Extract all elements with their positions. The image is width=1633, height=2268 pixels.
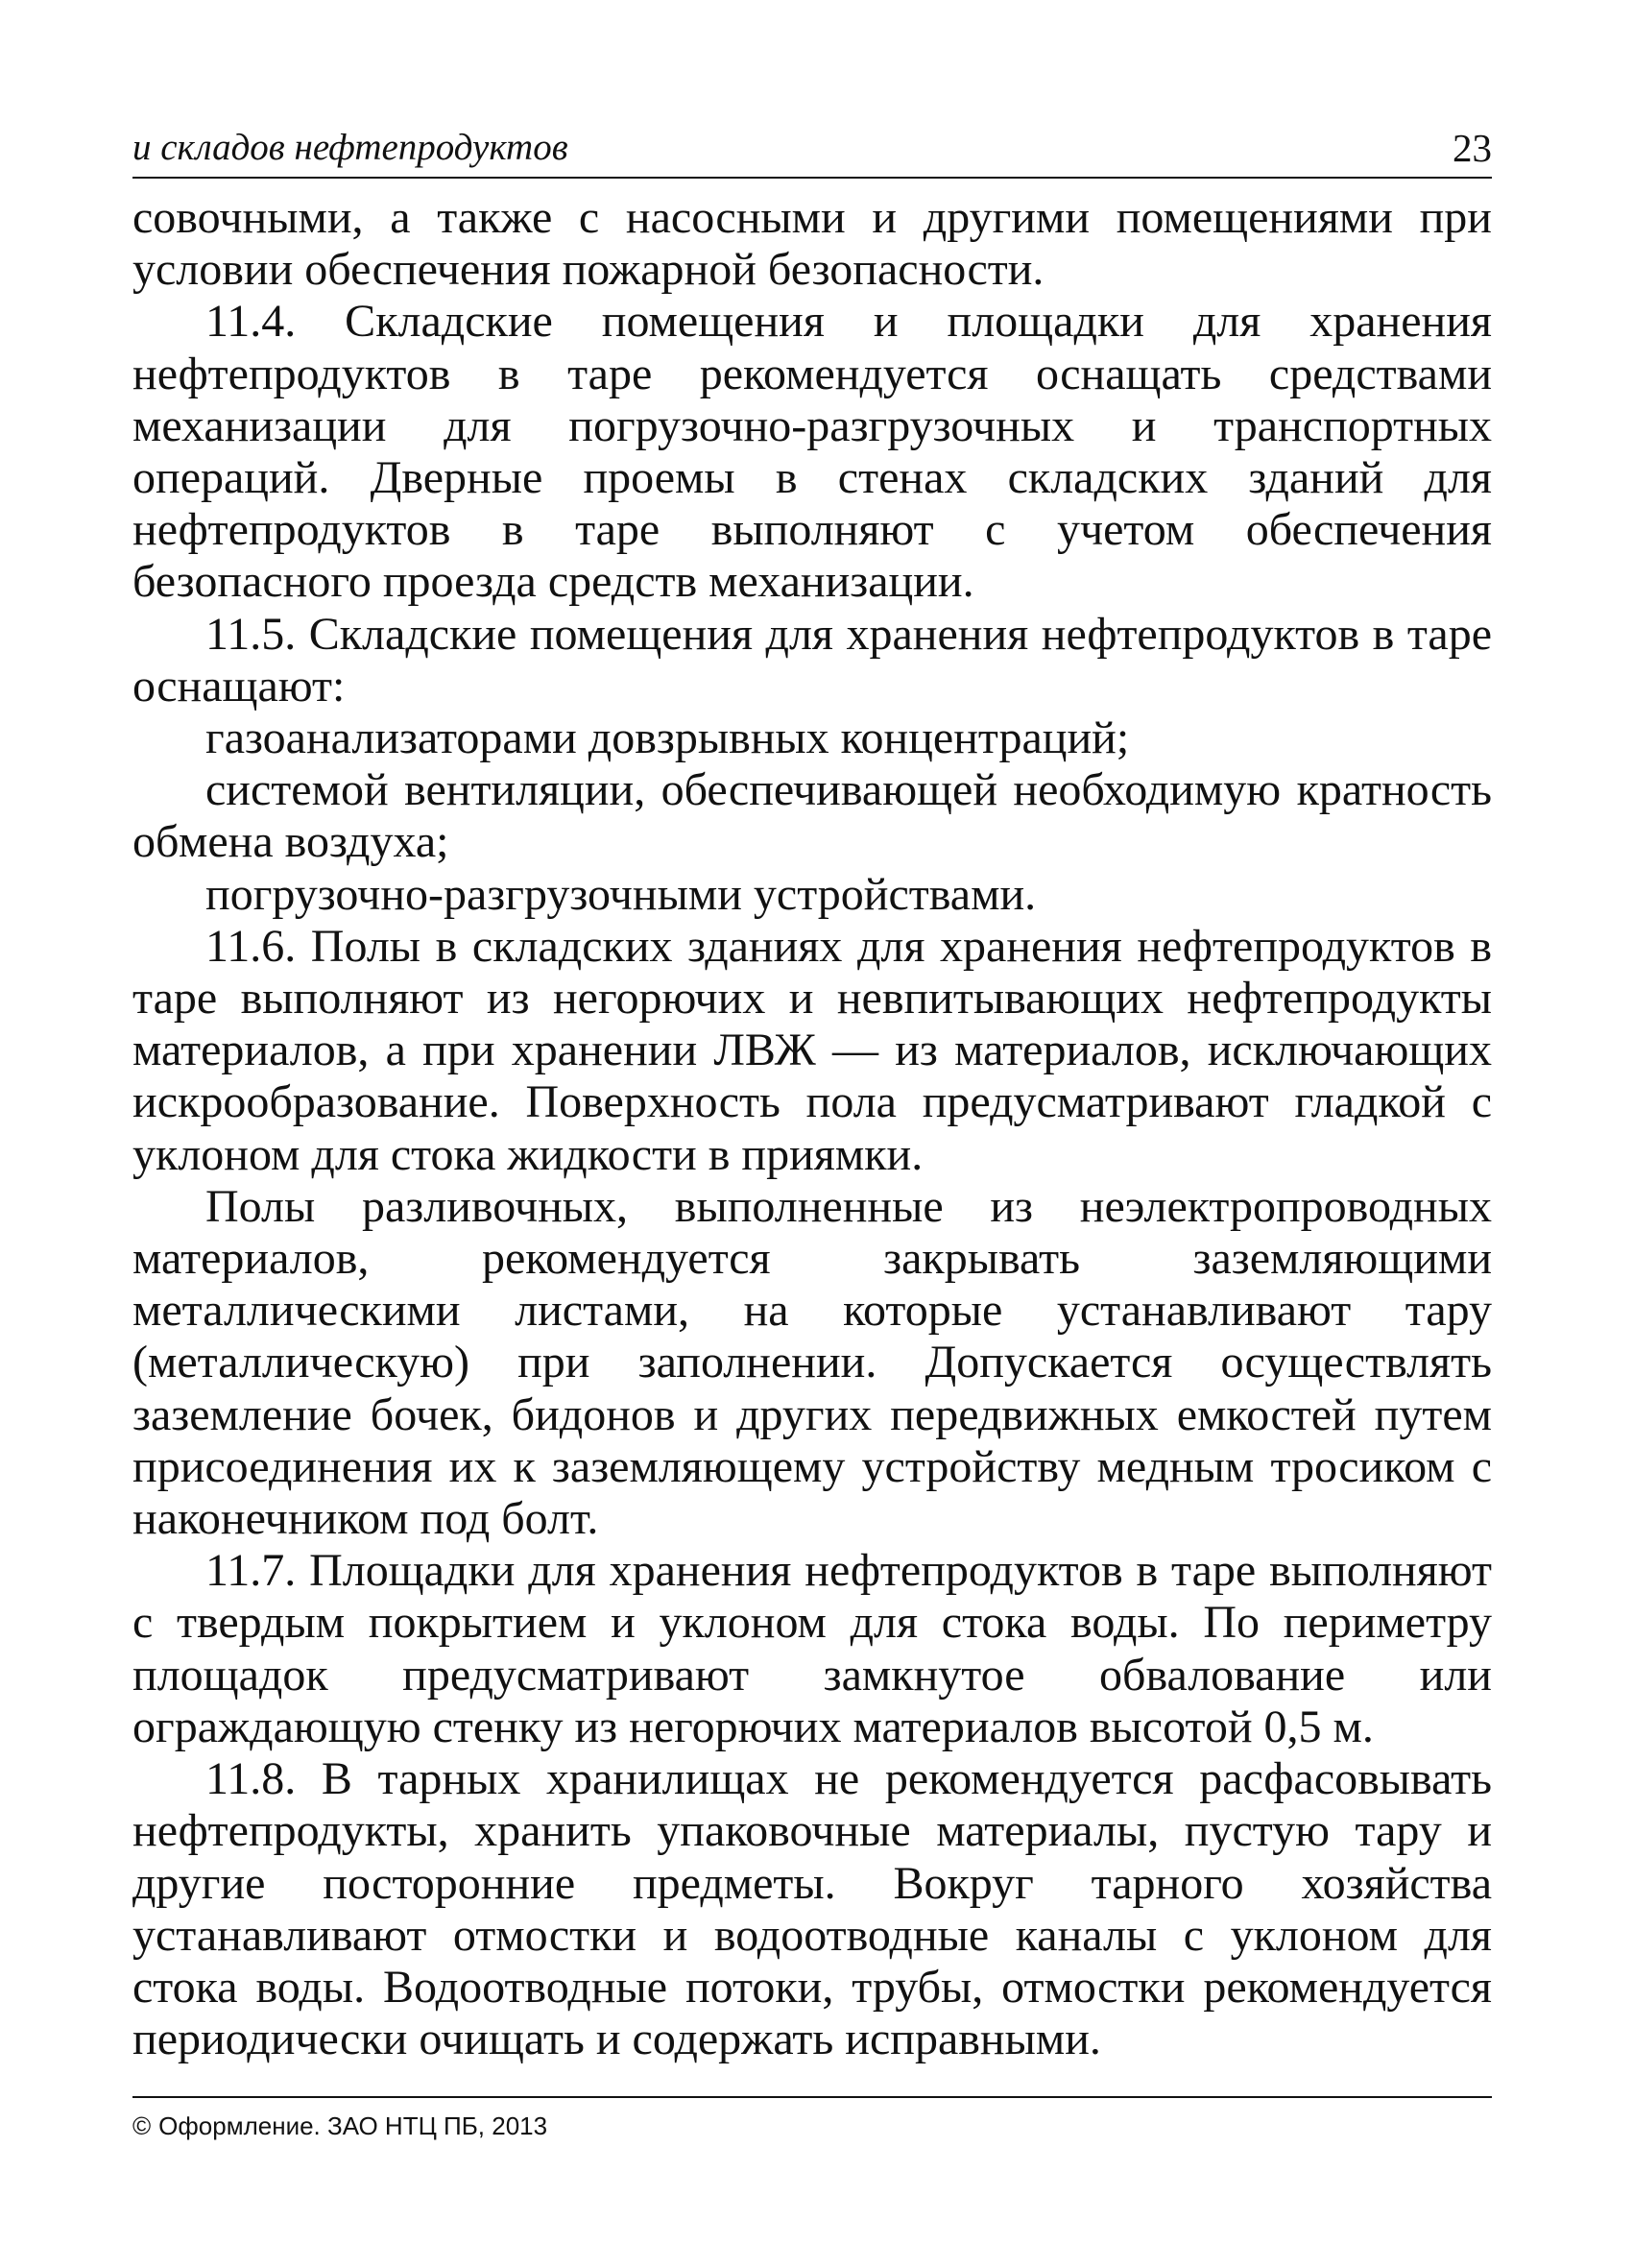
- list-item-ventilation: системой вентиляции, обеспечивающей необходимую кратность обмена воздуха;: [132, 764, 1492, 868]
- paragraph-11-7: 11.7. Площадки для хранения нефтепродуктов в таре выполняют с твердым покрытием и уклоном для стока воды. По периметру площадок предусматривают замкнутое обвалование или ограждающую стенку из негорючих материалов высотой 0,5 м.: [132, 1545, 1492, 1752]
- body-text: [132, 192, 1492, 2065]
- list-item-loading-devices: погрузочно-разгрузочными устройствами.: [205, 868, 1037, 920]
- paragraph-11-6: 11.6. Полы в складских зданиях для хранения нефтепродуктов в таре выполняют из негорючих и невпитывающих нефтепродукты материалов, а при хранении ЛВЖ — из материалов, исключающих искрообразование. Поверхность пола предусматривают гладкой с уклоном для стока жидкости в приямки.: [132, 920, 1492, 1180]
- paragraph-11-4: 11.4. Складские помещения и площадки для хранения нефтепродуктов в таре рекомендуется оснащать средствами механизации для погрузочно-разгрузочных и транспортных операций. Дверные проемы в стенах складских зданий для нефтепродуктов в таре выполняют с учетом обеспечения безопасного проезда средств механизации.: [132, 296, 1492, 608]
- page-number: 23: [1453, 126, 1492, 170]
- paragraph-11-5: 11.5. Складские помещения для хранения нефтепродуктов в таре оснащают:: [132, 608, 1492, 712]
- copyright-icon: ©: [132, 2111, 152, 2140]
- paragraph-continuation: совочными, а также с насосными и другими помещениями при условии обеспечения пожарной безопасности.: [132, 192, 1492, 296]
- running-header: [132, 115, 1492, 179]
- footer-text: Оформление. ЗАО НТЦ ПБ, 2013: [158, 2111, 548, 2140]
- footer: [132, 2096, 1492, 2141]
- document-page: [132, 115, 1492, 2065]
- list-item-gas-analyzers: газоанализаторами довзрывных концентраций;: [205, 712, 1130, 764]
- paragraph-floors-grounding: Полы разливочных, выполненные из неэлектропроводных материалов, рекомендуется закрывать заземляющими металлическими листами, на которые устанавливают тару (металлическую) при заполнении. Допускается осуществлять заземление бочек, бидонов и других передвижных емкостей путем присоединения их к заземляющему устройству медным тросиком с наконечником под болт.: [132, 1180, 1492, 1545]
- running-header-title: и складов нефтепродуктов: [132, 127, 568, 168]
- paragraph-11-8: 11.8. В тарных хранилищах не рекомендуется расфасовывать нефтепродукты, хранить упаковочные материалы, пустую тару и другие посторонние предметы. Вокруг тарного хозяйства устанавливают отмостки и водоотводные каналы с уклоном для стока воды. Водоотводные потоки, трубы, отмостки рекомендуется периодически очищать и содержать исправными.: [132, 1753, 1492, 2065]
